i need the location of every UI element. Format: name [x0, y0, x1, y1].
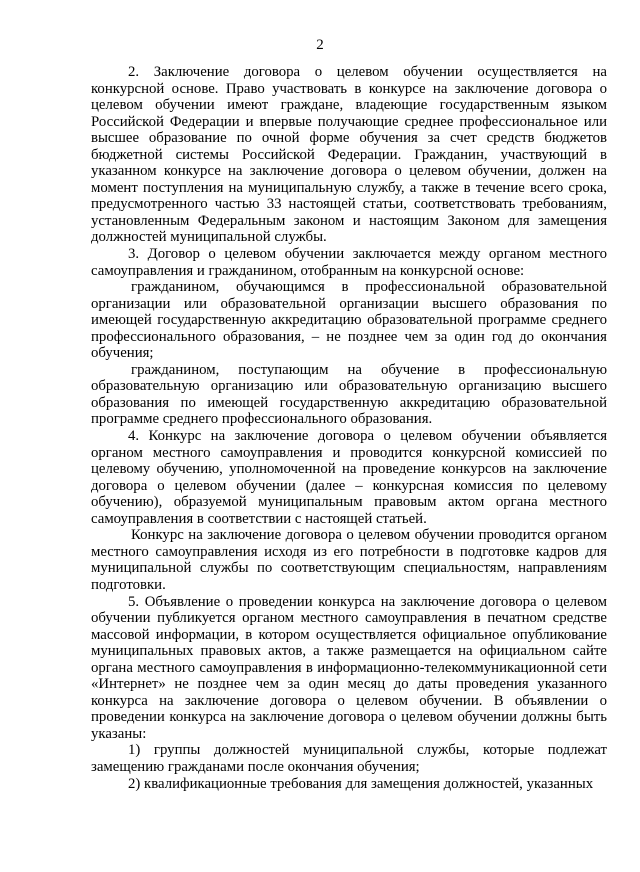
page-number: 2 [316, 37, 324, 53]
paragraph-2: 2. Заключение договора о целевом обучении осуществляется на конкурсной основе. Право участвовать в конкурсе на заключение договора о целевом обучении имеют граждане, владеющие государственным языком Российской Федерации и впервые получающие среднее профессиональное или высшее образование по очной форме обучения за счет средств бюджетов бюджетной системы Российской Федерации. Гражданин, участвующий в указанном конкурсе на заключение договора о целевом обучении, должен на момент поступления на муниципальную службу, а также в течение всего срока, предусмотренного частью 33 настоящей статьи, соответствовать требованиям, установленным Федеральным законом и настоящим Законом для замещения должностей муниципальной службы. [91, 64, 607, 246]
paragraph-3-studying-citizen: гражданином, обучающимся в профессиональной образовательной организации или образовательной организации высшего образования по имеющей государственную аккредитацию образовательной программе среднего профессионального образования, – не позднее чем за один год до окончания обучения; [91, 279, 607, 362]
paragraph-3: 3. Договор о целевом обучении заключается между органом местного самоуправления и гражданином, отобранным на конкурсной основе: [91, 246, 607, 279]
paragraph-5-item-2: 2) квалификационные требования для замещения должностей, указанных [128, 775, 594, 792]
document-body [91, 64, 607, 792]
paragraph-4-contest-conduct: Конкурс на заключение договора о целевом обучении проводится органом местного самоуправления исходя из его потребности в подготовке кадров для муниципальной службы по соответствующим специальностям, направлениям подготовки. [91, 527, 607, 593]
paragraph-3-entering-citizen: гражданином, поступающим на обучение в профессиональную образовательную организацию или образовательную организацию высшего образования по имеющей государственную аккредитацию образовательной программе среднего профессионального образования. [91, 361, 607, 428]
paragraph-4: 4. Конкурс на заключение договора о целевом обучении объявляется органом местного самоуправления и проводится конкурсной комиссией по целевому обучению, уполномоченной на проведение конкурсов на заключение договора о целевом обучении (далее – конкурсная комиссия по целевому обучению), образуемой муниципальным правовым актом органа местного самоуправления в соответствии с настоящей статьей. [91, 428, 607, 527]
paragraph-5-item-1: 1) группы должностей муниципальной службы, которые подлежат замещению гражданами после окончания обучения; [91, 742, 607, 775]
paragraph-5: 5. Объявление о проведении конкурса на заключение договора о целевом обучении публикуется органом местного самоуправления в печатном средстве массовой информации, в котором осуществляется официальное опубликование муниципальных правовых актов, а также размещается на официальном сайте органа местного самоуправления в информационно-телекоммуникационной сети «Интернет» не позднее чем за один месяц до даты проведения указанного конкурса на заключение договора о целевом обучении. В объявлении о проведении конкурса на заключение договора о целевом обучении должны быть указаны: [91, 593, 607, 742]
